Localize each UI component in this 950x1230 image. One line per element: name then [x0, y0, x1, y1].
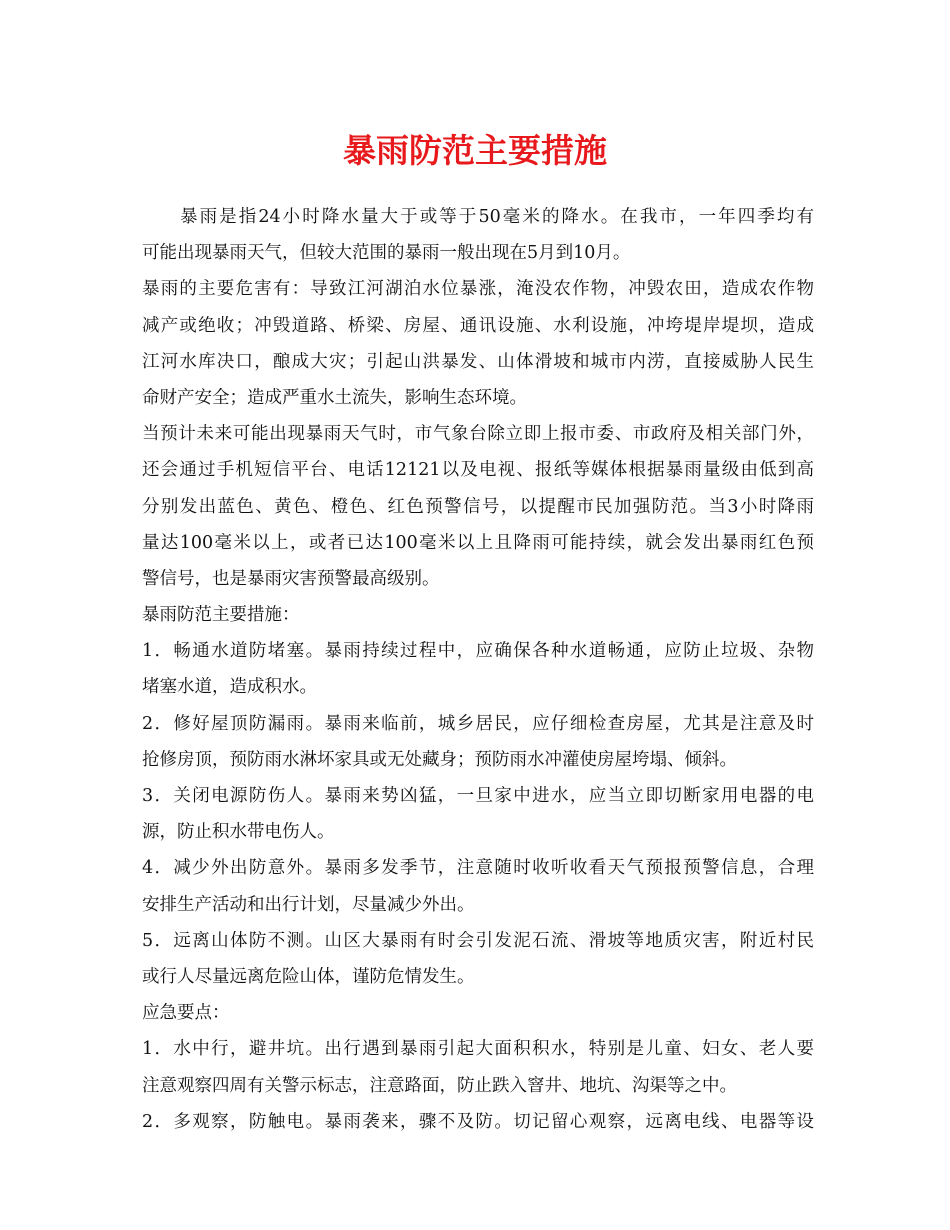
text-line: 5．远离山体防不测。山区大暴雨有时会引发泥石流、滑坡等地质灾害，附近村民	[142, 930, 814, 951]
text-line: 安排生产活动和出行计划，尽量减少外出。	[142, 894, 475, 915]
text-line: 4．减少外出防意外。暴雨多发季节，注意随时收听收看天气预报预警信息，合理	[142, 858, 814, 879]
text-line: 当预计未来可能出现暴雨天气时，市气象台除立即上报市委、市政府及相关部门外，	[142, 424, 814, 445]
text-line: 暴雨是指24小时降水量大于或等于50毫米的降水。在我市，一年四季均有	[180, 207, 814, 227]
text-line: 警信号，也是暴雨灾害预警最高级别。	[142, 568, 440, 589]
text-line: 应急要点：	[142, 1003, 230, 1024]
text-line: 江河水库决口，酿成大灾；引起山洪暴发、山体滑坡和城市内涝，直接威胁人民生	[142, 351, 814, 372]
text-line: 注意观察四周有关警示标志，注意路面，防止跌入窨井、地坑、沟渠等之中。	[142, 1075, 737, 1096]
text-line: 分别发出蓝色、黄色、橙色、红色预警信号，以提醒市民加强防范。当3小时降雨	[142, 496, 814, 517]
text-line: 堵塞水道，造成积水。	[142, 677, 317, 698]
text-line: 1．水中行，避井坑。出行遇到暴雨引起大面积积水，特别是儿童、妇女、老人要	[142, 1039, 814, 1060]
text-line: 暴雨的主要危害有：导致江河湖泊水位暴涨，淹没农作物，冲毁农田，造成农作物	[142, 279, 814, 300]
text-line: 可能出现暴雨天气，但较大范围的暴雨一般出现在5月到10月。	[142, 243, 631, 264]
document-body	[142, 199, 814, 1140]
text-line: 2．多观察，防触电。暴雨袭来，骤不及防。切记留心观察，远离电线、电器等设	[142, 1111, 814, 1132]
text-line: 量达100毫米以上，或者已达100毫米以上且降雨可能持续，就会发出暴雨红色预	[142, 532, 814, 553]
text-line: 抢修房顶，预防雨水淋坏家具或无处藏身；预防雨水冲灌使房屋垮塌、倾斜。	[142, 749, 737, 770]
text-line: 还会通过手机短信平台、电话12121以及电视、报纸等媒体根据暴雨量级由低到高	[142, 460, 814, 481]
text-line: 减产或绝收；冲毁道路、桥梁、房屋、通讯设施、水利设施，冲垮堤岸堤坝，造成	[142, 315, 814, 336]
text-line: 命财产安全；造成严重水土流失，影响生态环境。	[142, 387, 527, 408]
text-line: 3．关闭电源防伤人。暴雨来势凶猛，一旦家中进水，应当立即切断家用电器的电	[142, 786, 814, 806]
text-line: 2．修好屋顶防漏雨。暴雨来临前，城乡居民，应仔细检查房屋，尤其是注意及时	[142, 713, 814, 734]
text-line: 1．畅通水道防堵塞。暴雨持续过程中，应确保各种水道畅通，应防止垃圾、杂物	[142, 641, 814, 662]
text-line: 暴雨防范主要措施：	[142, 605, 300, 626]
text-line: 源，防止积水带电伤人。	[142, 822, 335, 843]
page-title: 暴雨防范主要措施	[343, 131, 607, 170]
text-line: 或行人尽量远离危险山体，谨防危情发生。	[142, 966, 475, 987]
